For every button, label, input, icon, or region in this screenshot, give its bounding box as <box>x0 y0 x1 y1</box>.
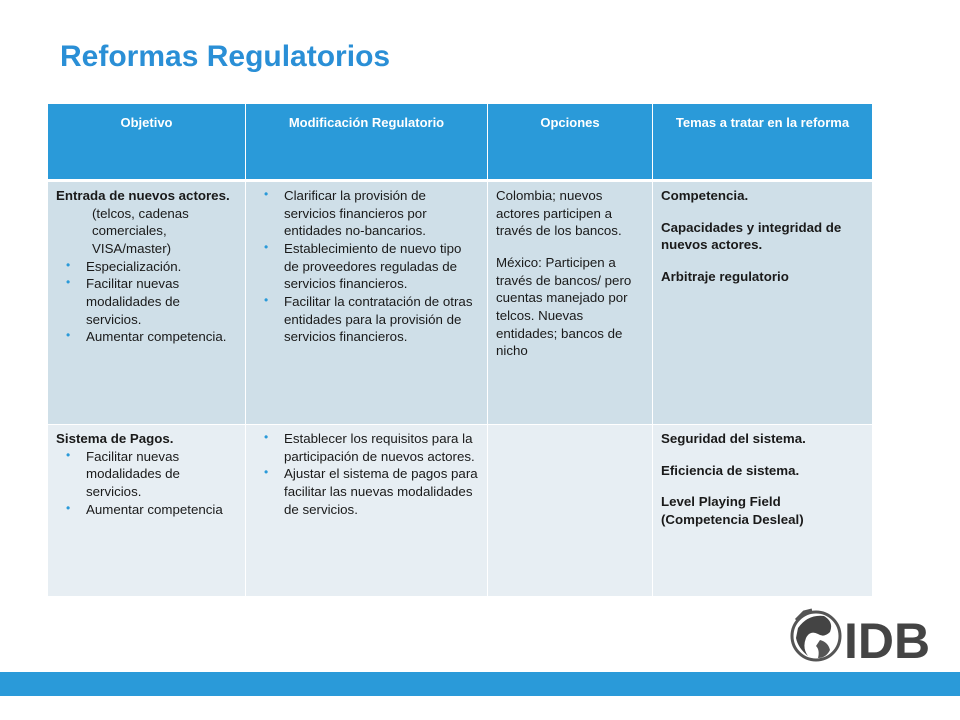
slide-title: Reformas Regulatorios <box>60 40 391 73</box>
list-item <box>56 328 237 346</box>
list-item <box>254 240 479 293</box>
list-item-text: Facilitar nuevas modalidades de servicios. <box>86 448 180 500</box>
list-item <box>56 448 237 501</box>
bullet-icon: • <box>66 275 71 290</box>
list-item <box>56 258 237 276</box>
list-item <box>56 275 237 328</box>
cell-opciones <box>488 182 653 425</box>
bullet-icon: • <box>264 240 269 255</box>
list-item-text: Especialización. <box>86 258 182 274</box>
cell-modificacion <box>246 425 488 597</box>
bullet-icon: • <box>264 465 269 480</box>
objetivo-bullets <box>56 258 237 346</box>
modificacion-bullets <box>254 187 479 346</box>
list-item <box>254 465 479 518</box>
cell-opciones-empty <box>488 425 653 597</box>
modificacion-bullets <box>254 430 479 518</box>
table-row <box>48 425 872 597</box>
header-temas: Temas a tratar en la reforma <box>653 104 872 182</box>
tema-item: Arbitraje regulatorio <box>661 269 789 285</box>
cell-objetivo <box>48 425 246 597</box>
objetivo-lead <box>56 430 237 448</box>
list-item-text: Facilitar nuevas modalidades de servicios. <box>86 276 180 327</box>
bullet-icon: • <box>66 447 71 462</box>
header-objetivo: Objetivo <box>48 104 246 182</box>
bottom-accent-bar <box>0 672 960 696</box>
list-item-text: Aumentar competencia <box>86 501 223 517</box>
bullet-icon: • <box>66 500 71 515</box>
tema-item: Level Playing Field (Competencia Desleal) <box>661 494 804 528</box>
list-item-text: Facilitar la contratación de otras entidades para la provisión de servicios financieros. <box>284 294 473 345</box>
list-item <box>254 187 479 240</box>
opciones-paragraph: Colombia; nuevos actores participen a través de los bancos. <box>496 188 622 239</box>
tema-item: Competencia. <box>661 188 749 203</box>
tema-item: Capacidades y integridad de nuevos actores. <box>661 219 842 253</box>
cell-temas <box>653 182 872 425</box>
list-item <box>254 430 479 465</box>
cell-temas <box>653 425 872 597</box>
reform-table <box>48 104 872 597</box>
objetivo-lead-bold: Sistema de Pagos. <box>56 431 174 446</box>
objetivo-lead-bold: Entrada de nuevos actores. <box>56 188 230 203</box>
cell-objetivo <box>48 182 246 425</box>
bullet-icon: • <box>264 430 269 444</box>
list-item-text: Establecer los requisitos para la participación de nuevos actores. <box>284 431 475 464</box>
bullet-icon: • <box>66 328 71 343</box>
list-item <box>56 501 237 519</box>
bullet-icon: • <box>264 293 269 308</box>
list-item <box>254 293 479 346</box>
bullet-icon: • <box>66 257 71 272</box>
cell-modificacion <box>246 182 488 425</box>
list-item-text: Clarificar la provisión de servicios financieros por entidades no-bancarios. <box>284 188 427 239</box>
header-opciones: Opciones <box>488 104 653 182</box>
list-item-text: Establecimiento de nuevo tipo de proveedores reguladas de servicios financieros. <box>284 241 462 292</box>
opciones-paragraph: México: Participen a través de bancos/ pero cuentas manejado por telcos. Nuevas entidades; bancos de nicho <box>496 255 632 359</box>
objetivo-bullets <box>56 448 237 519</box>
logo-text: IDB <box>844 613 930 664</box>
globe-icon <box>792 610 840 660</box>
bullet-icon: • <box>264 187 269 201</box>
objetivo-lead-rest: (telcos, cadenas comerciales, VISA/master) <box>92 205 189 257</box>
tema-item: Eficiencia de sistema. <box>661 462 800 478</box>
table-row <box>48 182 872 425</box>
table-header-row <box>48 104 872 182</box>
idb-logo <box>790 608 930 664</box>
header-modificacion: Modificación Regulatorio <box>246 104 488 182</box>
tema-item: Seguridad del sistema. <box>661 431 806 446</box>
list-item-text: Aumentar competencia. <box>86 329 227 345</box>
objetivo-lead <box>56 187 237 258</box>
list-item-text: Ajustar el sistema de pagos para facilitar las nuevas modalidades de servicios. <box>284 466 478 517</box>
